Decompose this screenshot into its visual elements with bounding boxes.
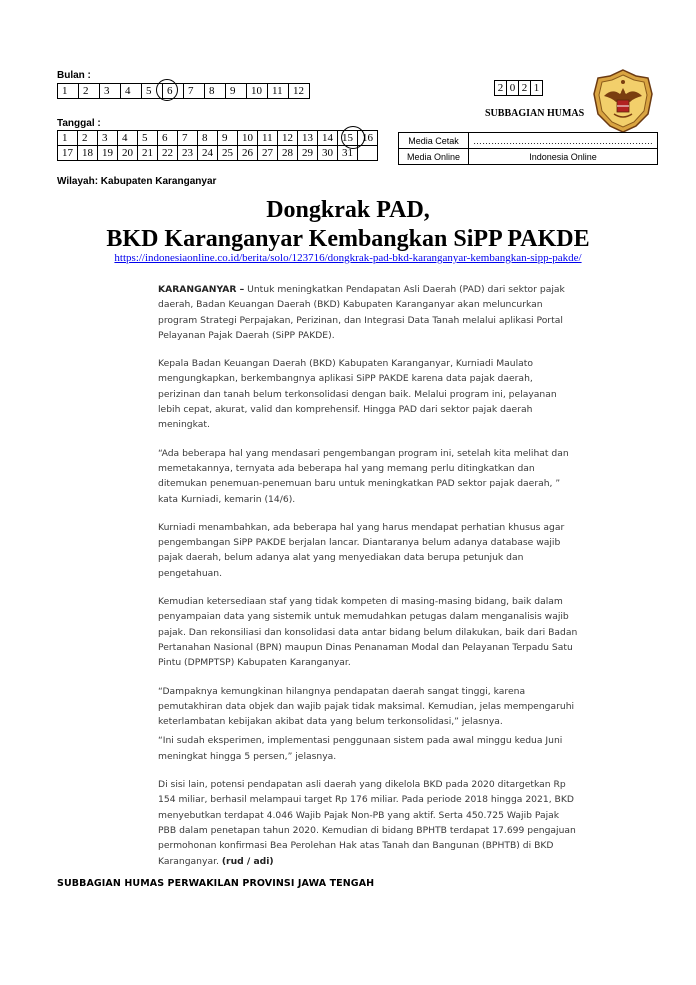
date-cell: 20 [118,146,138,161]
date-cell: 28 [278,146,298,161]
media-table [398,132,658,165]
date-grid [57,130,378,161]
article-paragraph-6: “Dampaknya kemungkinan hilangnya pendapatan daerah sangat tinggi, karena pemutakhiran data objek dan wajib pajak tidak maksimal. Kemudian, jelas mempengaruhi keterlambatan kebijakan akibat data yang belum terkonsolidasi,” jelasnya. [158,685,575,728]
article-paragraph-2: Kepala Badan Keuangan Daerah (BKD) Kabupaten Karanganyar, Kurniadi Maulato mengungkapkan, berkembangnya aplikasi SiPP PAKDE karena data pajak daerah, perizinan dan tanah belum terkonsolidasi dengan baik. Melalui program ini, pelayanan lebih cepat, akurat, valid dan komprehensif. Hingga PAD dari sektor pajak daerah meningkat. [158,358,557,431]
selected-date-circle [341,126,365,149]
date-cell: 14 [318,131,338,146]
date-cell: 19 [98,146,118,161]
media-online-value: Indonesia Online [469,149,658,165]
article-paragraph-8: Di sisi lain, potensi pendapatan asli daerah yang dikelola BKD pada 2020 ditargetkan Rp 154 miliar, berhasil melampaui target Rp 176 miliar. Pada periode 2018 hingga 2021, BKD menyebutkan terdapat 4.046 Wajib Pajak Non-PB yang aktif. Serta 450.725 Wajib Pajak PBB dalam penetapan tahun 2020. Kemudian di bidang BPHTB terdapat 17.699 pengajuan permohonan konfirmasi Bea Perolehan Hak atas Tanah dan Bangunan (BPHTB) di BKD Karanganyar. (rud / adi) [158,779,576,867]
date-cell: 11 [258,131,278,146]
date-cell [358,146,378,161]
article-url-link[interactable]: https://indonesiaonline.co.id/berita/solo/123716/dongkrak-pad-bkd-karanganyar-kembangkan-sipp-pakde/ [114,252,582,264]
month-cell: 9 [226,84,247,99]
wilayah-label: Wilayah: Kabupaten Karanganyar [57,176,217,187]
date-cell: 12 [278,131,298,146]
month-cell: 10 [247,84,268,99]
date-cell: 7 [178,131,198,146]
garuda-emblem-icon [590,66,656,136]
month-grid [57,83,310,99]
year-grid [494,80,543,96]
date-cell: 1 [58,131,78,146]
article-paragraph-4: Kurniadi menambahkan, ada beberapa hal yang harus mendapat perhatian khusus agar pengembangan SiPP PAKDE berjalan lancar. Diantaranya belum adanya database wajib pajak daerah, belum adanya alat yang menyediakan data berupa petunjuk dan pengetahuan. [158,521,565,579]
month-cell: 6 [163,84,184,99]
article-title-line2: BKD Karanganyar Kembangkan SiPP PAKDE [106,226,590,252]
date-cell: 3 [98,131,118,146]
article-paragraph-5: Kemudian ketersediaan staf yang tidak kompeten di masing-masing bidang, baik dalam penyampaian data yang sistemik untuk memudahkan petugas dalam menganalisis wajib pajak. Dan rekonsiliasi dan konsolidasi data antar bidang belum dilakukan, baik dari Badan Pertanahan Nasional (BPN) maupun Dinas Penanaman Modal dan Pelayanan Terpadu Satu Pintu (DPMPTSP) Kabupaten Karanganyar. [158,596,578,669]
article-paragraph-1: KARANGANYAR – Untuk meningkatkan Pendapatan Asli Daerah (PAD) dari sektor pajak daerah, Badan Keuangan Daerah (BKD) Kabupaten Karanganyar akan meluncurkan program Strategi Perpajakan, Perizinan, dan Integrasi Data Tanah melalui aplikasi Portal Pelayanan Pajak Daerah (SiPP PAKDE). [158,284,565,341]
date-cell: 24 [198,146,218,161]
month-cell: 11 [268,84,289,99]
date-cell: 25 [218,146,238,161]
media-cetak-label: Media Cetak [399,133,469,149]
date-cell: 30 [318,146,338,161]
org-label: SUBBAGIAN HUMAS [485,108,585,119]
footer-org: SUBBAGIAN HUMAS PERWAKILAN PROVINSI JAWA TENGAH [57,878,375,889]
month-cell: 4 [121,84,142,99]
month-cell: 5 [142,84,163,99]
date-cell: 21 [138,146,158,161]
media-online-label: Media Online [399,149,469,165]
dateline: KARANGANYAR – [158,284,245,295]
month-cell: 8 [205,84,226,99]
month-cell: 12 [289,84,310,99]
date-cell: 23 [178,146,198,161]
date-cell: 4 [118,131,138,146]
tanggal-label: Tanggal : [57,118,101,129]
author-signature: (rud / adi) [221,855,274,867]
date-cell: 5 [138,131,158,146]
article-paragraph-7: “Ini sudah eksperimen, implementasi penggunaan sistem pada awal minggu kedua Juni meningkat hingga 5 persen,” jelasnya. [158,735,563,762]
date-cell: 6 [158,131,178,146]
year-digit: 0 [507,81,519,96]
date-cell: 17 [58,146,78,161]
month-cell: 3 [100,84,121,99]
article-title-line1: Dongkrak PAD, [266,197,430,223]
date-cell: 27 [258,146,278,161]
selected-month-circle [156,79,178,101]
date-cell: 9 [218,131,238,146]
date-cell: 15 [338,131,358,146]
year-digit: 2 [519,81,531,96]
article-paragraph-3: “Ada beberapa hal yang mendasari pengembangan program ini, setelah kita melihat dan memetakannya, ternyata ada beberapa hal yang memang perlu ditingkatkan dan ditemukan penemuan-penemuan baru untuk meningkatkan PAD sektor pajak daerah, ” kata Kurniadi, kemarin (14/6). [158,447,569,505]
month-cell: 1 [58,84,79,99]
month-cell: 7 [184,84,205,99]
media-cetak-value: …………………………………………………… [469,133,658,149]
bulan-label: Bulan : [57,70,91,81]
date-cell: 18 [78,146,98,161]
date-cell: 10 [238,131,258,146]
year-digit: 2 [495,81,507,96]
year-digit: 1 [531,81,543,96]
date-cell: 31 [338,146,358,161]
date-cell: 16 [358,131,378,146]
date-cell: 29 [298,146,318,161]
date-cell: 26 [238,146,258,161]
date-cell: 13 [298,131,318,146]
month-cell: 2 [79,84,100,99]
article-body [158,282,578,882]
date-cell: 22 [158,146,178,161]
date-cell: 2 [78,131,98,146]
date-cell: 8 [198,131,218,146]
